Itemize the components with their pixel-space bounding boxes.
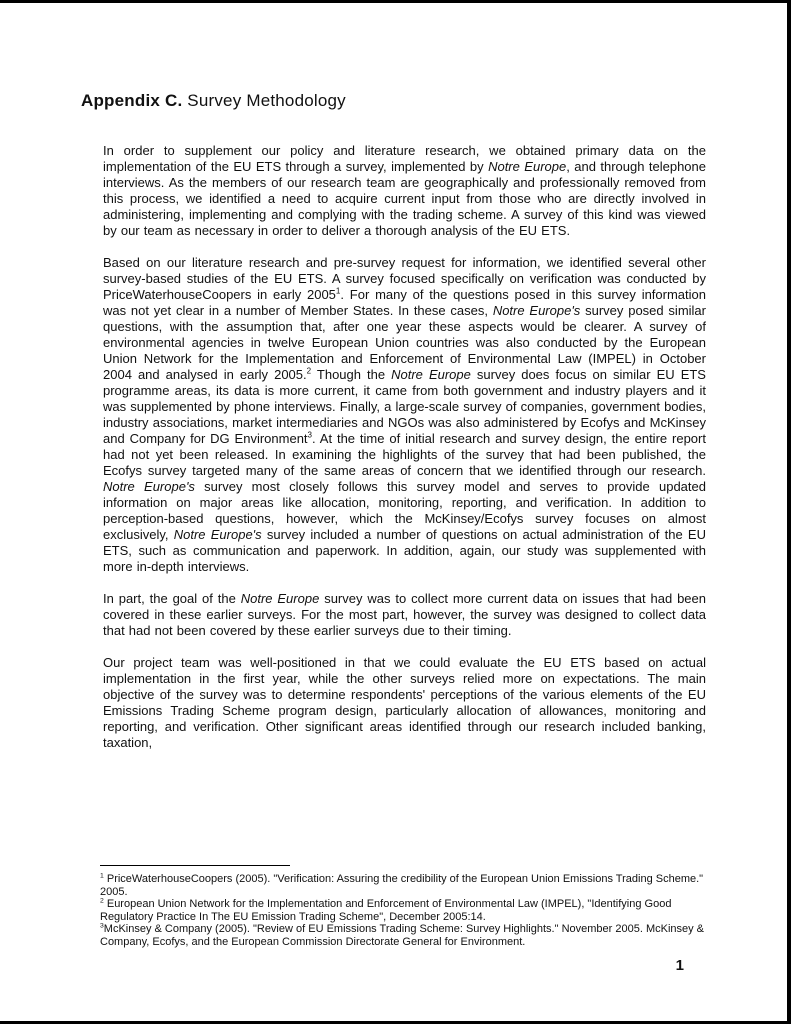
footnote-ref: 2 bbox=[100, 897, 104, 905]
paragraph bbox=[103, 591, 706, 639]
text-segment: In part, the goal of the bbox=[103, 591, 241, 606]
text-segment: European Union Network for the Implementation and Enforcement of Environmental Law (IMPEL), "Identifying Good Regulatory Practice In The EU Emission Trading Scheme", December 2005:14. bbox=[100, 898, 672, 923]
text-segment: PriceWaterhouseCoopers (2005). "Verification: Assuring the credibility of the European Union Emissions Trading Scheme." 2005. bbox=[100, 873, 704, 898]
footnote bbox=[100, 923, 706, 948]
footnote bbox=[100, 873, 706, 898]
footnote-ref: 1 bbox=[100, 872, 104, 880]
text-segment: , and through telephone interviews. As the members of our research team are geographically and professionally removed from this process, we identified a need to acquire current input from those who are directly involved in administering, implementing and complying with the trading scheme. A survey of this kind was viewed by our team as necessary in order to deliver a thorough analysis of the EU ETS. bbox=[103, 159, 706, 238]
document-body bbox=[103, 143, 706, 751]
text-segment: . At the time of initial research and survey design, the entire report had not yet been released. In examining the highlights of the survey that had been published, the Ecofys survey targeted many of the same areas of concern that we identified through our research. bbox=[103, 431, 706, 478]
document-content bbox=[0, 3, 787, 751]
text-segment: Notre Europe's bbox=[173, 527, 262, 542]
paragraph bbox=[103, 255, 706, 575]
text-segment: survey was to collect more current data on issues that had been covered in these earlier surveys. For the most part, however, the survey was designed to collect data that had not been covered by these earlier surveys due to their timing. bbox=[103, 591, 706, 638]
footnote-list bbox=[100, 873, 706, 949]
footnote-ref: 3 bbox=[307, 430, 313, 440]
text-segment: survey does focus on similar EU ETS programme areas, its data is more current, it came from both government and industry players and it was supplemented by phone interviews. Finally, a large-scale survey of companies, government bodies, industry associations, market intermediaries and NGOs was also administered by Ecofys and McKinsey and Company for DG Environment bbox=[103, 367, 706, 446]
paragraph bbox=[103, 655, 706, 751]
text-segment: survey most closely follows this survey model and serves to provide updated information on major areas like allocation, monitoring, reporting, and verification. In addition to perception-based questions, however, which the McKinsey/Ecofys survey focuses on almost exclusively, bbox=[103, 479, 706, 542]
footnote-separator bbox=[100, 865, 290, 866]
text-segment: Notre Europe's bbox=[492, 303, 581, 318]
text-segment: Our project team was well-positioned in that we could evaluate the EU ETS based on actual implementation in the first year, while the other surveys relied more on expectations. The main objective of the survey was to determine respondents' perceptions of the various elements of the EU Emissions Trading Scheme program design, particularly allocation of allowances, monitoring and reporting, and verification. Other significant areas identified through our research included banking, taxation, bbox=[103, 655, 706, 750]
text-segment: Based on our literature research and pre-survey request for information, we identified several other survey-based studies of the EU ETS. A survey focused specifically on verification was conducted by PriceWaterhouseCoopers in early 2005 bbox=[103, 255, 706, 302]
text-segment: Notre Europe bbox=[391, 367, 471, 382]
paragraph bbox=[103, 143, 706, 239]
page-title-label: Appendix C. bbox=[81, 91, 183, 110]
footnote-area bbox=[100, 865, 706, 949]
page-title-text: Survey Methodology bbox=[182, 91, 346, 110]
footnote-ref: 2 bbox=[306, 366, 312, 376]
text-segment: Notre Europe bbox=[488, 159, 567, 174]
text-segment: Notre Europe's bbox=[103, 479, 195, 494]
text-segment: Though the bbox=[311, 367, 392, 382]
footnote-ref: 3 bbox=[100, 922, 104, 930]
footnote-ref: 1 bbox=[335, 286, 341, 296]
text-segment: survey posed similar questions, with the assumption that, after one year these aspects would be clearer. A survey of environmental agencies in twelve European Union countries was also conducted by the European Union Network for the Implementation and Enforcement of Environmental Law (IMPEL) in October 2004 and analysed in early 2005. bbox=[103, 303, 706, 382]
text-segment: Notre Europe bbox=[240, 591, 320, 606]
text-segment: McKinsey & Company (2005). "Review of EU Emissions Trading Scheme: Survey Highlights." November 2005. McKinsey & Company, Ecofys, and the European Commission Directorate General for Environment. bbox=[100, 923, 705, 948]
footnote bbox=[100, 898, 706, 923]
text-segment: In order to supplement our policy and literature research, we obtained primary data on the implementation of the EU ETS through a survey, implemented by bbox=[103, 143, 706, 174]
page-number: 1 bbox=[675, 957, 684, 974]
page-title bbox=[81, 91, 706, 111]
text-segment: . For many of the questions posed in this survey information was not yet clear in a number of Member States. In these cases, bbox=[103, 287, 707, 318]
text-segment: survey included a number of questions on actual administration of the EU ETS, such as communication and paperwork. In addition, again, our study was supplemented with more in-depth interviews. bbox=[103, 527, 706, 574]
